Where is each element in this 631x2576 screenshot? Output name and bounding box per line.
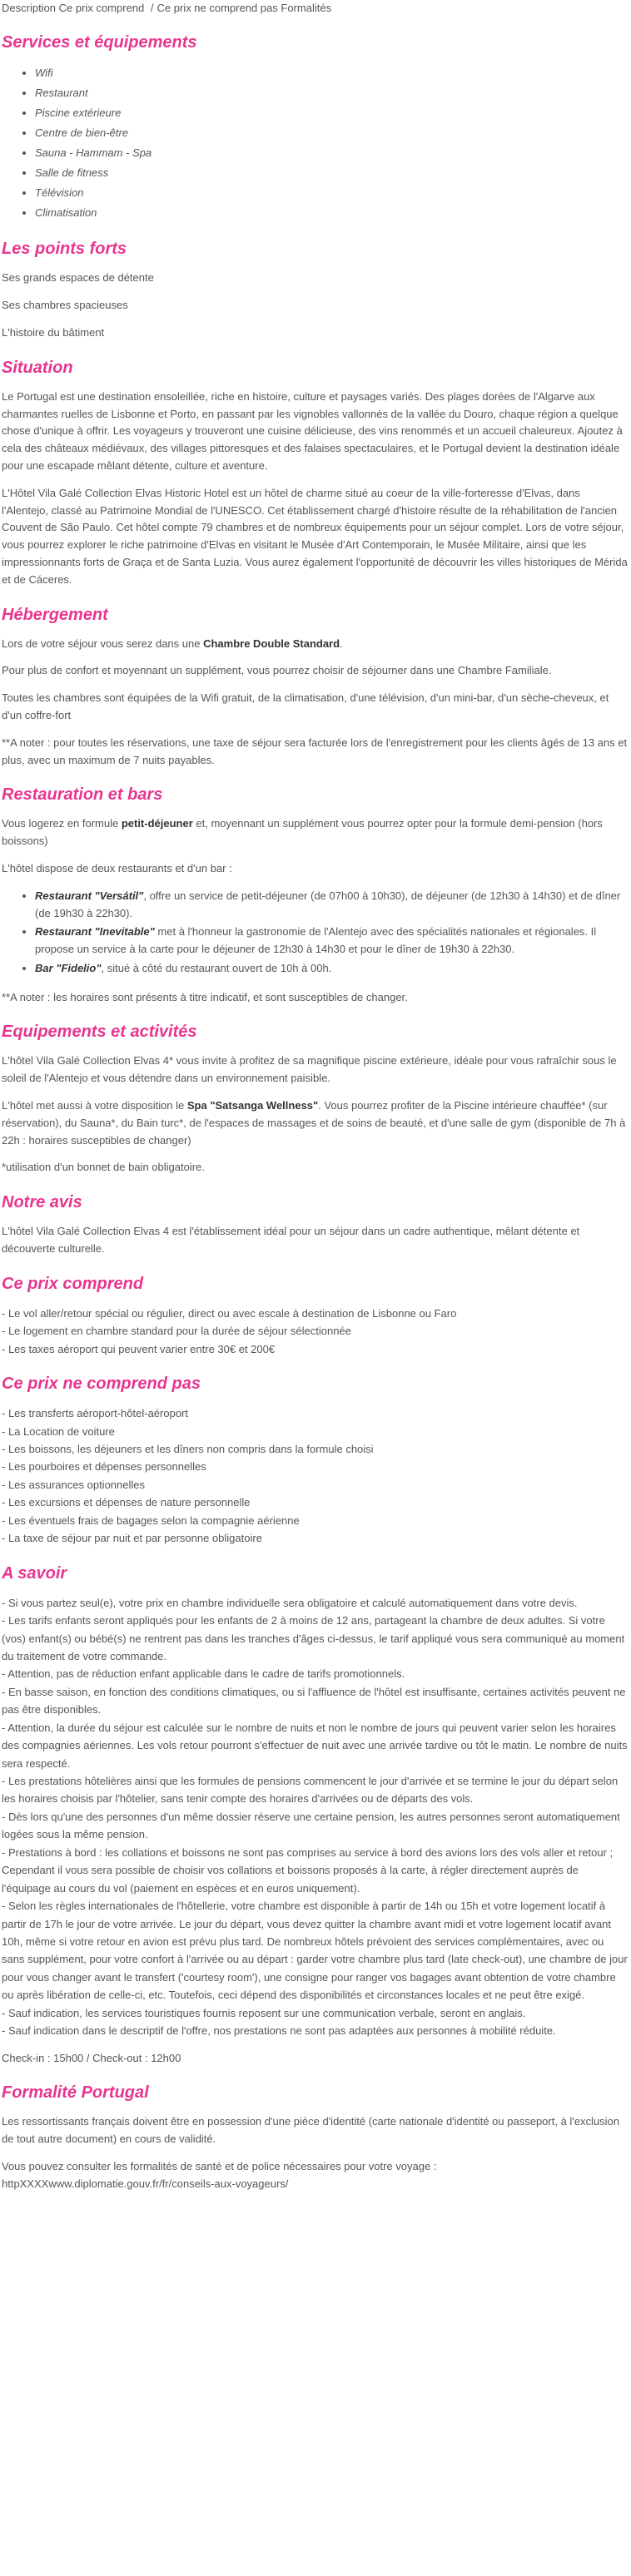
hebergement-paragraph: Pour plus de confort et moyennant un supplément, vous pourrez choisir de séjourner dans une Chambre Familiale.: [2, 664, 552, 677]
restaurant-item: [35, 924, 629, 959]
points-forts-section: [2, 238, 629, 341]
ne-comprend-item: - Les transferts aéroport-hôtel-aéroport: [2, 1407, 188, 1420]
service-item: • Télévision: [35, 183, 629, 203]
board-type: petit-déjeuner: [121, 817, 193, 830]
equipements-heading: Equipements et activités: [2, 1023, 197, 1042]
tab-separator: /: [150, 2, 154, 14]
restauration-section: [2, 784, 629, 1006]
restauration-note: **A noter : les horaires sont présents à titre indicatif, et sont susceptibles de changer.: [2, 990, 408, 1003]
point-fort-item: Ses grands espaces de détente: [2, 271, 154, 285]
checkin-times: Check-in : 15h00 / Check-out : 12h00: [2, 2051, 181, 2064]
services-heading: Services et équipements: [2, 33, 197, 52]
service-item: • Climatisation: [35, 203, 629, 223]
savoir-item: - Selon les règles internationales de l'hôtellerie, votre chambre est disponible à partir de 14h ou 15h et votre logement locatif à partir de 17h le jour de votre arrivée. Le jour du départ, vous devez quitter la chambre avant midi et votre logement locatif avant 10h, même si votre retour en avion est prévu plus tard. De nombreux hôtels prévoient des services complémentaires, avec ou sans supplément, pour votre confort à l'arrivée ou au départ : garder votre chambre plus tard (late check-out), une chambre de jour pour vous changer avant le transfert ('courtesy room'), une consigne pour ranger vos bagages avant obtention de votre chambre ou après libération de celle-ci, etc. Toutefois, ceci dépend des disponibilités et circonstances locales et ne peut être exigé.: [2, 1900, 628, 2002]
services-list: [2, 63, 629, 223]
restaurant-name: Bar "Fidelio": [35, 961, 102, 974]
room-type: Chambre Double Standard: [203, 637, 340, 650]
hebergement-note: **A noter : pour toutes les réservations, une taxe de séjour sera facturée lors de l'enregistrement pour les clients âgés de 13 ans et plus, avec un maximum de 7 nuits payables.: [2, 736, 628, 766]
ne-comprend-item: - La taxe de séjour par nuit et par personne obligatoire: [2, 1532, 262, 1545]
formalite-heading: Formalité Portugal: [2, 2083, 149, 2103]
points-forts-list: [2, 270, 629, 341]
restauration-paragraph: L'hôtel dispose de deux restaurants et d'un bar :: [2, 861, 232, 874]
situation-paragraph: Le Portugal est une destination ensoleillée, riche en histoire, culture et paysages variés. Des plages dorées de l'Algarve aux charmantes ruelles de Lisbonne et Porto, en passant par les vignobles vallonnés de la vallée du Douro, chaque région a quelque chose d'unique à offrir. Les voyageurs y trouveront une cuisine délicieuse, des vins renommés et un accueil chaleureux. Ajoutez à cela des châteaux médiévaux, des villages pittoresques et des falaises spectaculaires, et le Portugal devient la destination idéale pour une escapade mêlant détente, culture et aventure.: [2, 389, 623, 472]
ne-comprend-item: - Les excursions et dépenses de nature personnelle: [2, 1496, 251, 1509]
hebergement-section: [2, 604, 629, 770]
text: .: [340, 637, 343, 650]
savoir-item: - Attention, la durée du séjour est calculée sur le nombre de nuits et non le nombre de jours qui peuvent varier selon les horaires des compagnies aériennes. Les vols retour pourront s'effectuer de nuit avec une arrivée tardive ou tôt le matin. Le nombre de nuits sera respecté.: [2, 1721, 628, 1770]
restauration-heading: Restauration et bars: [2, 785, 163, 805]
tab-description[interactable]: Description: [2, 2, 57, 14]
situation-section: [2, 357, 629, 589]
comprend-section: [2, 1273, 629, 1358]
situation-heading: Situation: [2, 358, 73, 377]
ne-comprend-item: - La Location de voiture: [2, 1424, 115, 1438]
text: L'hôtel met aussi à votre disposition le: [2, 1099, 187, 1112]
avis-section: [2, 1191, 629, 1258]
formalite-paragraph: Vous pouvez consulter les formalités de santé et de police nécessaires pour votre voyage : httpXXXXwww.diplomatie.gouv.fr/fr/conseils-aux-voyageurs/: [2, 2160, 437, 2190]
savoir-item: - Dès lors qu'une des personnes d'un même dossier réserve une certaine pension, les autres personnes seront automatiquement logées sous la même pension.: [2, 1810, 620, 1841]
comprend-item: - Les taxes aéroport qui peuvent varier entre 30€ et 200€: [2, 1342, 276, 1355]
text: Lors de votre séjour vous serez dans une: [2, 637, 204, 650]
equipements-note: *utilisation d'un bonnet de bain obligatoire.: [2, 1161, 205, 1174]
restaurant-description: , situé à côté du restaurant ouvert de 10h à 00h.: [101, 961, 332, 974]
ne-comprend-item: - Les éventuels frais de bagages selon la compagnie aérienne: [2, 1513, 300, 1527]
ne-comprend-item: - Les boissons, les déjeuners et les dîners non compris dans la formule choisi: [2, 1443, 374, 1456]
avis-heading: Notre avis: [2, 1193, 82, 1212]
comprend-item: - Le vol aller/retour spécial ou régulier, direct ou avec escale à destination de Lisbonne ou Faro: [2, 1306, 457, 1320]
restaurant-item: [35, 960, 629, 978]
savoir-item: - Prestations à bord : les collations et boissons ne sont pas comprises au service à bord des avions lors des vols aller et retour ; Cependant il vous sera possible de choisir vos collations et boissons proposés à la carte, à régler directement auprès de l'équipage au cours du vol (paiement en espèces et en euros uniquement).: [2, 1845, 614, 1895]
savoir-item: - En basse saison, en fonction des conditions climatiques, ou si l'affluence de l'hôtel est insuffisante, certaines activités peuvent ne pas être disponibles.: [2, 1685, 626, 1717]
hebergement-heading: Hébergement: [2, 605, 108, 624]
savoir-heading: A savoir: [2, 1563, 67, 1583]
ne-comprend-item: - Les assurances optionnelles: [2, 1478, 145, 1491]
service-item: • Salle de fitness: [35, 163, 629, 183]
service-item: • Piscine extérieure: [35, 103, 629, 123]
formalite-paragraph: Les ressortissants français doivent être en possession d'une pièce d'identité (carte nationale d'identité ou passeport, à l'exclusion de tout autre document) en cours de validité.: [2, 2115, 619, 2146]
tab-bar: [2, 0, 629, 17]
savoir-item: - Sauf indication dans le descriptif de l'offre, nos prestations ne sont pas adaptées aux personnes à mobilité réduite.: [2, 2024, 556, 2038]
restaurant-name: Restaurant "Inevitable": [35, 925, 155, 939]
text: . Vous pourrez profiter de la Piscine intérieure chauffée* (sur réservation), du Sauna*, du Bain turc*, de l'espaces de massages et de soins de beauté, et d'une salle de gym (disponible de 7h à 22h : horaires susceptibles de changer): [2, 1099, 626, 1147]
savoir-list: [2, 1594, 629, 2040]
restauration-paragraph: [2, 815, 629, 850]
comprend-heading: Ce prix comprend: [2, 1274, 144, 1293]
savoir-item: - Sauf indication, les services touristiques fournis reposent sur une communication verbale, seront en anglais.: [2, 2006, 526, 2019]
savoir-section: [2, 1563, 629, 2068]
tab-formalites[interactable]: Formalités: [281, 2, 332, 14]
savoir-item: - Les tarifs enfants seront appliqués pour les enfants de 2 à moins de 12 ans, partageant la chambre de deux adultes. Si votre (vos) enfant(s) ou bébé(s) ne rentrent pas dans les tranches d'âges ci-dessus, le tarif appliqué vous sera communiqué au moment du traitement de votre commande.: [2, 1614, 625, 1662]
savoir-item: - Attention, pas de réduction enfant applicable dans le cadre de tarifs promotionnels.: [2, 1667, 405, 1681]
service-item: • Wifi: [35, 63, 629, 83]
tab-prix-comprend[interactable]: Ce prix comprend: [58, 2, 145, 14]
service-item: • Sauna - Hammam - Spa: [35, 143, 629, 163]
restaurant-name: Restaurant "Versátil": [35, 889, 144, 902]
service-item: • Centre de bien-être: [35, 123, 629, 143]
avis-paragraph: L'hôtel Vila Galé Collection Elvas 4 est l'établissement idéal pour un séjour dans un cadre authentique, mêlant détente et découverte culturelle.: [2, 1225, 580, 1256]
savoir-item: - Les prestations hôtelières ainsi que les formules de pensions commencent le jour d'arrivée et se termine le jour du départ selon les horaires choisis par l'hôtelier, sans tenir compte des horaires d'arrivées ou de départs des vols.: [2, 1775, 619, 1806]
savoir-item: - Si vous partez seul(e), votre prix en chambre individuelle sera obligatoire et calculé automatiquement dans votre devis.: [2, 1596, 578, 1609]
tab-prix-ne-comprend[interactable]: Ce prix ne comprend pas: [157, 2, 278, 14]
ne-comprend-heading: Ce prix ne comprend pas: [2, 1375, 201, 1394]
comprend-item: - Le logement en chambre standard pour la durée de séjour sélectionnée: [2, 1325, 351, 1338]
text: Vous logerez en formule: [2, 817, 122, 830]
equipements-section: [2, 1021, 629, 1177]
ne-comprend-list: [2, 1404, 629, 1548]
point-fort-item: Ses chambres spacieuses: [2, 299, 128, 312]
hebergement-paragraph: Toutes les chambres sont équipées de la Wifi gratuit, de la climatisation, d'une télévision, d'un mini-bar, d'un sèche-cheveux, et d'un coffre-fort: [2, 691, 609, 721]
restaurant-description: , offre un service de petit-déjeuner (de 07h00 à 10h30), de déjeuner (de 12h30 à 14h30) et de dîner (de 19h30 à 22h30).: [35, 889, 621, 919]
text: et, moyennant un supplément vous pourrez opter pour la formule demi-pension (hors boissons): [2, 817, 603, 848]
ne-comprend-section: [2, 1373, 629, 1548]
ne-comprend-item: - Les pourboires et dépenses personnelles: [2, 1460, 206, 1474]
service-item: • Restaurant: [35, 83, 629, 103]
points-forts-heading: Les points forts: [2, 240, 127, 259]
equipements-paragraph: [2, 1097, 629, 1149]
point-fort-item: L'histoire du bâtiment: [2, 325, 105, 339]
hebergement-paragraph: [2, 636, 629, 653]
restaurant-item: [35, 888, 629, 923]
services-section: [2, 32, 629, 223]
situation-paragraph: L'Hôtel Vila Galé Collection Elvas Historic Hotel est un hôtel de charme situé au coeur de la ville-forteresse d'Elvas, dans l'Alentejo, classé au Patrimoine Mondial de l'UNESCO. Cet établissement chargé d'histoire résulte de la réhabilitation de l'ancien Couvent de São Paulo. Cet hôtel compte 79 chambres et de nombreux équipements pour un séjour complet. Lors de votre séjour, vous pourrez explorer le riche patrimoine d'Elvas en visitant le Musée d'Art Contemporain, le Musée Militaire, ainsi que les impressionnants forts de Graça et de Santa Luzia. Vous aurez également l'opportunité de découvrir les villes historiques de Mérida et de Cáceres.: [2, 486, 628, 586]
formalite-section: [2, 2082, 629, 2192]
equipements-paragraph: L'hôtel Vila Galé Collection Elvas 4* vous invite à profitez de sa magnifique piscine extérieure, idéale pour vous rafraîchir sous le soleil de l'Alentejo et vous détendre dans un environnement paisible.: [2, 1054, 617, 1085]
restauration-list: [2, 888, 629, 978]
comprend-list: [2, 1305, 629, 1358]
restaurant-description: met à l'honneur la gastronomie de l'Alentejo avec des spécialités nationales et régionales. Il propose un service à la carte pour le déjeuner de 12h30 à 14h30 et pour le dîner de 19h30 à 22h30.: [35, 925, 597, 956]
spa-name: Spa "Satsanga Wellness": [186, 1099, 319, 1112]
